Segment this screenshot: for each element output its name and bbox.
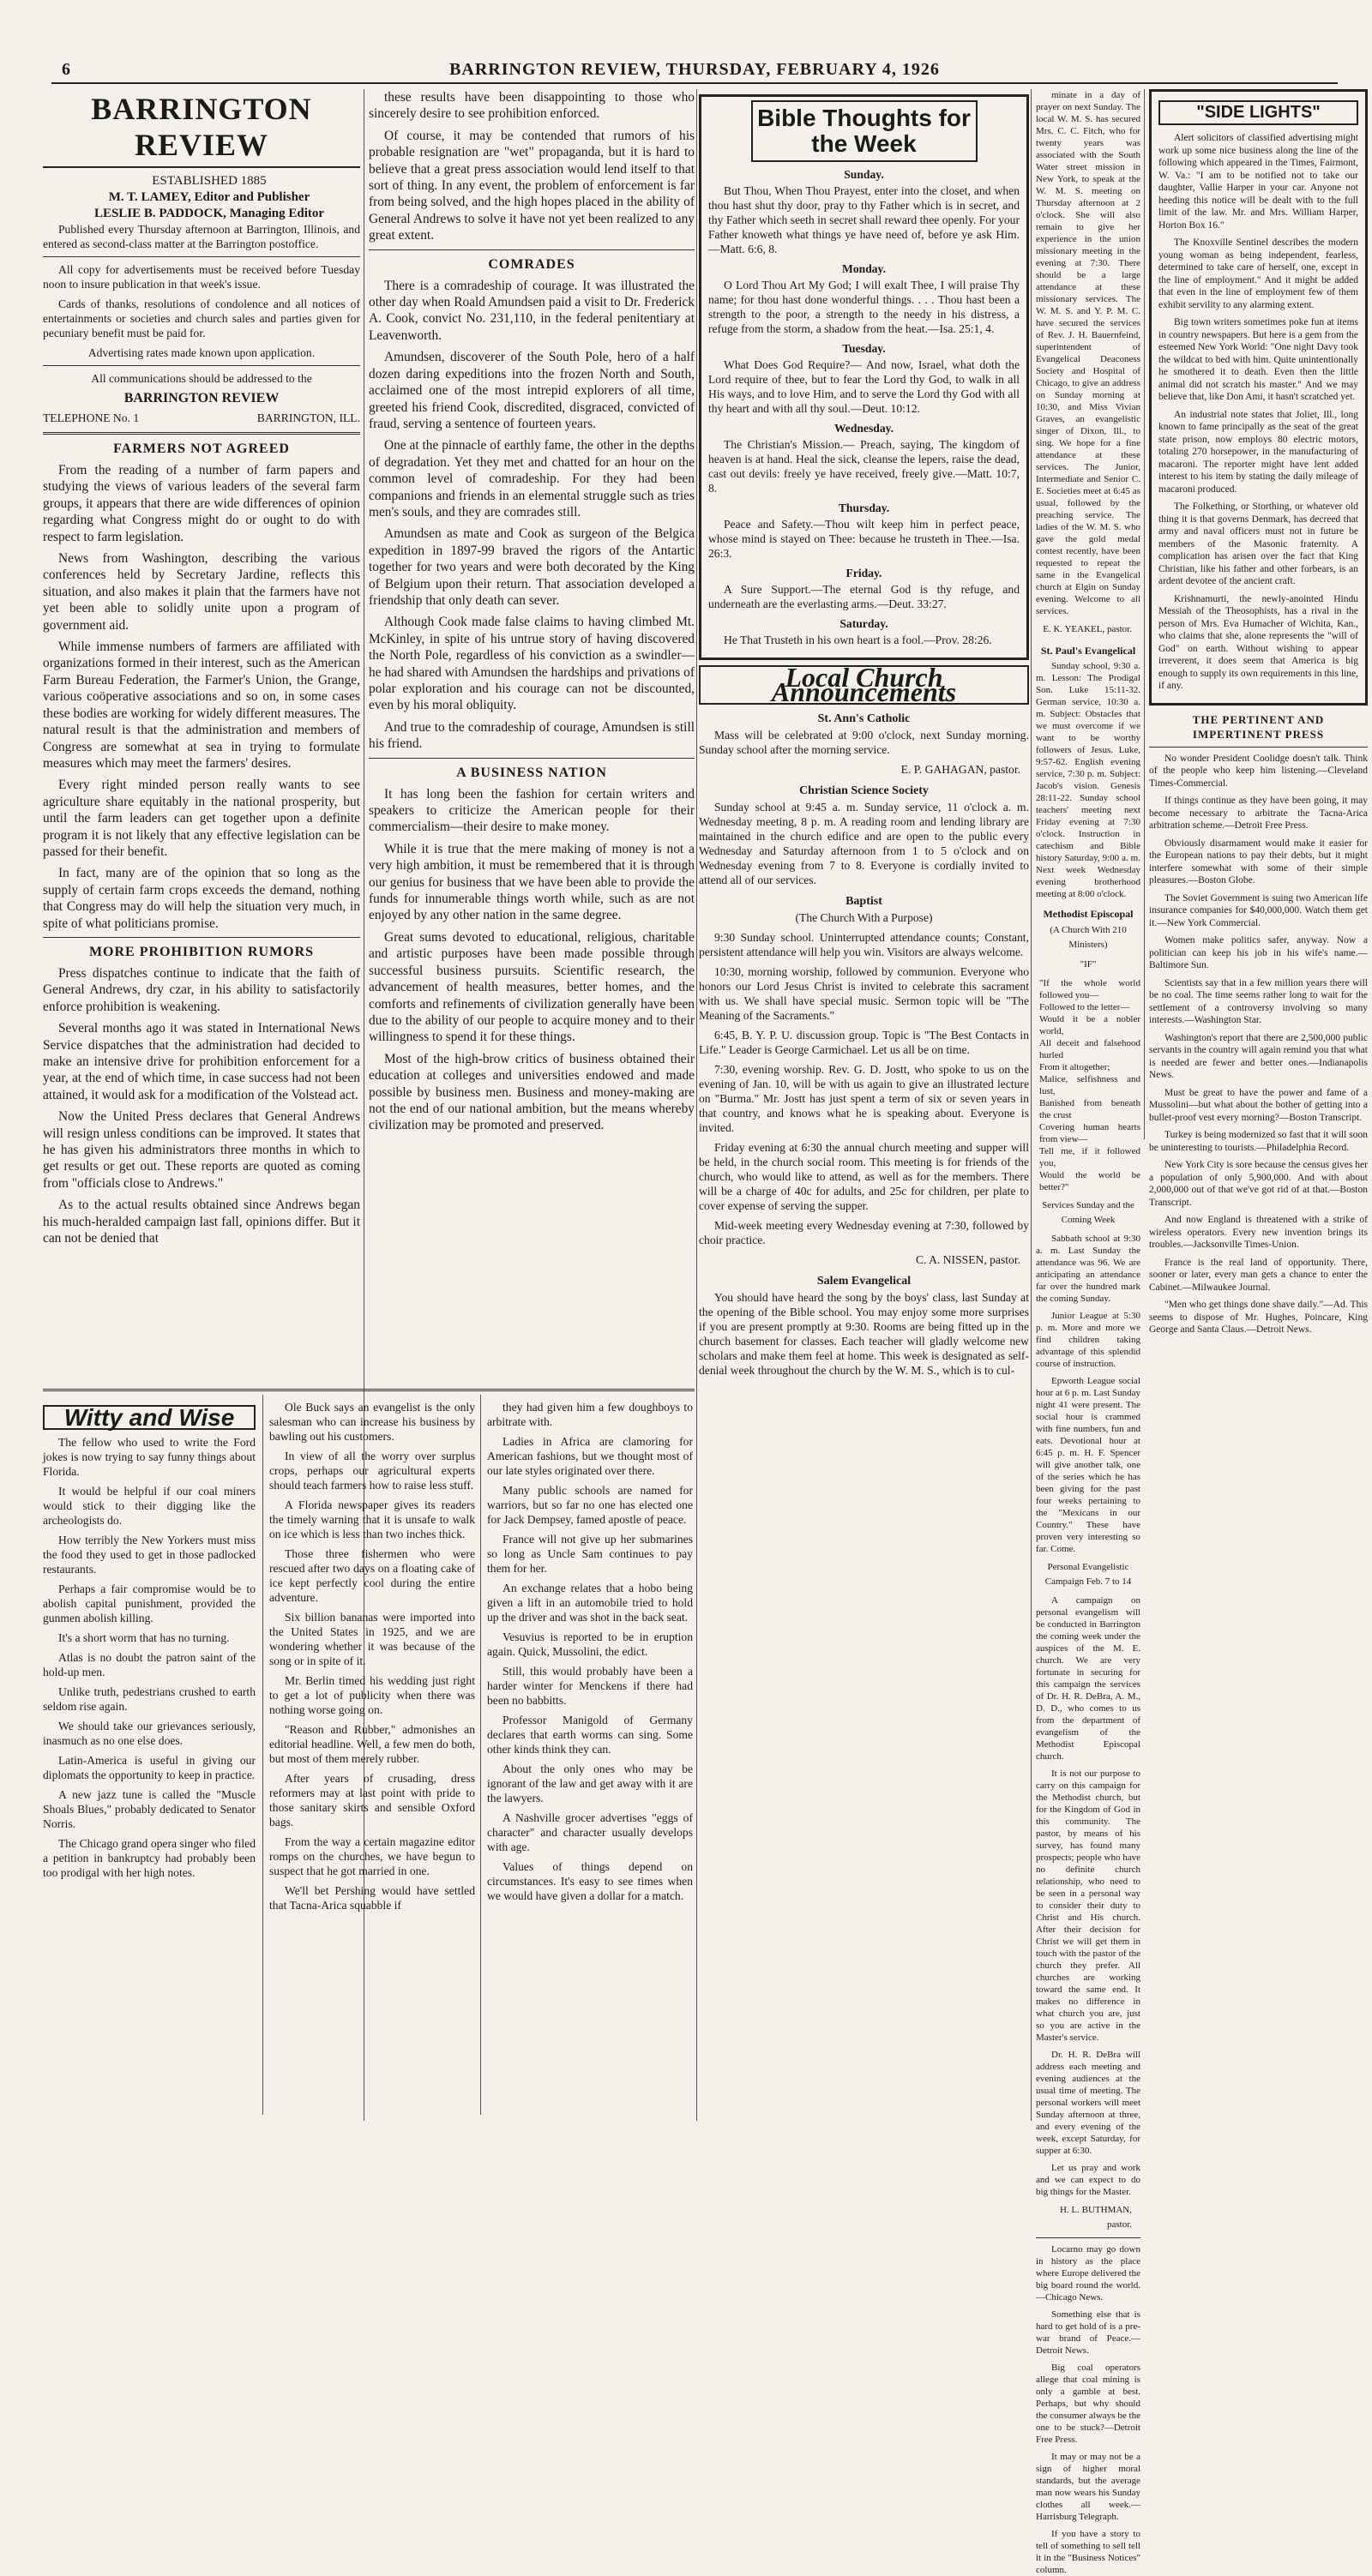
church-announcements-headline: Local Church Announcements <box>699 665 1029 705</box>
witty-item: A new jazz tune is called the "Muscle Shoals Blues," probably dedicated to Senator Norris. <box>43 1788 256 1830</box>
bible-thoughts-headline: Bible Thoughts for the Week <box>751 100 978 162</box>
farmers-para: From the reading of a number of farm papers and studying the views of various leaders of the several farm groups, it appears that there are wide differences of opinion regarding what Congress might do or ought to do with respect to farm legislation. <box>43 463 360 544</box>
witty-item: Ole Buck says an evangelist is the only salesman who can increase his business by bawling out his customers. <box>269 1401 475 1443</box>
misc-item: Big coal operators allege that coal mining is only a gamble at best. Perhaps, but why should the consumer always be the one to be stuck?—Detroit Free Press. <box>1036 2363 1140 2445</box>
witty-item: From the way a certain magazine editor romps on the churches, we have begun to suspect that he got married in one. <box>269 1835 475 1877</box>
witty-item: An exchange relates that a hobo being given a lift in an automobile tried to hold up the driver and was shot in the back seat. <box>487 1582 693 1624</box>
pertinent-item: And now England is threatened with a strike of wireless operators. Every new invention brings its troubles.—Jacksonville Times-Union. <box>1149 1215 1368 1250</box>
column-2 <box>369 89 695 1384</box>
bible-day: Saturday. <box>839 617 888 630</box>
witty-item: Ladies in Africa are clamoring for American fashions, but we thought most of our late styles originated over there. <box>487 1435 693 1477</box>
church-signature: E. P. GAHAGAN, pastor. <box>900 763 1020 776</box>
prohibition-headline: MORE PROHIBITION RUMORS <box>88 944 315 959</box>
prohibition-para: Press dispatches continue to indicate that the faith of General Andrews, dry czar, in his ability to satisfactorily enforce prohibition is weakening. <box>43 965 360 1014</box>
column-rule <box>1031 89 1032 2121</box>
masthead-established: ESTABLISHED 1885 <box>152 174 267 188</box>
comrades-para: Amundsen as mate and Cook as surgeon of the Belgica expedition in 1897-99 braved the rigors of the Antartic together for two years and were both decorated by the King of Belgium upon their return. That association developed a friendship that only death can sever. <box>369 526 695 608</box>
running-head <box>51 60 1338 84</box>
page-number: 6 <box>62 60 70 79</box>
church-text: 7:30, evening worship. Rev. G. D. Jostt, who spoke to us on the evening of Jan. 10, will be with us again to give an illustrated lecture on "Burma." Mr. Jostt has just spent a term of six or seven years in that country, and knows what he is speaking about. Everyone is invited. <box>699 1063 1029 1134</box>
pertinent-headline: THE PERTINENT AND IMPERTINENT PRESS <box>1192 712 1325 741</box>
pertinent-item: "Men who get things done shave daily."—Ad. This seems to dispose of Mr. Hughes, Poincare, King George and Santa Claus.—Detroit News. <box>1149 1300 1368 1335</box>
business-para: While it is true that the mere making of money is not a very high ambition, it must be remembered that it is through our genius for business that we have been able to provide the funds for innumerable things worth while, such as are not enjoyed by any other nation in the same degree. <box>369 841 695 923</box>
church-text: You should have heard the song by the boys' class, last Sunday at the opening of the Bible school. You may enjoy some more surprises if you are present promptly at 9:30. Rooms are being fitted up in the church basement for classes. Each teacher will gladly welcome new scholars and make them feel at home. This week is designated as self-denial week throughout the church by the W. M. S., which is to cul- <box>699 1291 1029 1377</box>
bible-thoughts-box <box>699 94 1029 660</box>
poem-line: Would it be a nobler world, <box>1039 1014 1140 1036</box>
witty-item: Still, this would probably have been a harder winter for Menckens if there had been no babbitts. <box>487 1665 693 1707</box>
poem-line: "If the whole world followed you— <box>1039 978 1140 1000</box>
comrades-para: Although Cook made false claims to having climbed Mt. McKinley, in spite of his untrue story of having discovered the North Pole, regardless of his conviction as a swindler—he had shared with Amundsen the hardships and privations of polar exploration and his courage can not be discounted, even by his moral obliquity. <box>369 615 695 713</box>
church-name: St. Ann's Catholic <box>817 712 911 725</box>
pertinent-item: The Soviet Government is suing two American life insurance companies for $40,000,000. Watch them get it.—New York Commercial. <box>1149 892 1368 928</box>
column-3 <box>699 89 1029 2121</box>
bible-text: He That Trusteth in his own heart is a fool.—Prov. 28:26. <box>724 633 992 646</box>
comrades-para: And true to the comradeship of courage, Amundsen is still his friend. <box>369 719 695 752</box>
misc-item: Something else that is hard to get hold of is a pre-war brand of Peace.—Detroit News. <box>1036 2309 1140 2356</box>
pertinent-item: Must be great to have the power and fame of a Mussolini—but what about the bother of getting into a bullet-proof vest every morning?—Boston Transcript. <box>1149 1087 1368 1123</box>
services-head: Services Sunday and the Coming Week <box>1042 1200 1134 1225</box>
church-subtitle: (The Church With a Purpose) <box>795 911 933 924</box>
masthead-ad-copy-note: All copy for advertisements must be received before Tuesday noon to insure publication in that week's issue. <box>43 263 360 291</box>
misc-item: Locarno may go down in history as the place where Europe delivered the big board round the world.—Chicago News. <box>1036 2244 1140 2303</box>
pertinent-item: Women make politics safer, anyway. Now a politician can keep his job in his wife's name.—Baltimore Sun. <box>1149 935 1368 970</box>
bible-text: O Lord Thou Art My God; I will exalt Thee, I will praise Thy name; for thou hast done wonderful things. . . . Thou hast been a strength to the poor, a strength to the needy in his distress, a refuge from the storm, a shadow from the heat.—Isa. 25:1, 4. <box>708 279 1020 335</box>
side-lights-item: The Knoxville Sentinel describes the modern young woman as being independent, fearless, determined to take care of herself, one, except in the line of employment." And it might be added that even in the line of employment few of them exhibit servility to any alarming extent. <box>1158 237 1358 310</box>
witty-item: Unlike truth, pedestrians crushed to earth seldom rise again. <box>43 1685 256 1713</box>
church-text: Personal Evangelistic Campaign Feb. 7 to 14 <box>1044 1562 1132 1587</box>
witty-item: Perhaps a fair compromise would be to abolish capital punishment, provided the gunmen abolish killing. <box>43 1582 256 1624</box>
bible-day: Thursday. <box>838 501 890 514</box>
church-text: Sabbath school at 9:30 a. m. Last Sunday the attendance was 96. We are anticipating an attendance far over the hundred mark the coming Sunday. <box>1036 1234 1140 1304</box>
bible-day: Monday. <box>842 262 886 275</box>
business-headline: A BUSINESS NATION <box>456 765 607 780</box>
masthead-cards-note: Cards of thanks, resolutions of condolence and all notices of entertainments or societies and church sales and parties given for pecuniary benefit must be paid for. <box>43 297 360 339</box>
witty-item: A Florida newspaper gives its readers the timely warning that it is unsafe to walk on ice which is less than two inches thick. <box>269 1498 475 1540</box>
side-lights-item: Krishnamurti, the newly-anointed Hindu Messiah of the Theosophists, has a rival in the person of Mrs. Eva Humacher of Wichita, Kan., who claims that she, alone represents the "will of God" on earth. Without wishing to appear irreverent, it does seem that America is big enough to supply its own requirements in this line, if any. <box>1158 593 1358 691</box>
witty-item: It would be helpful if our coal miners would stick to their digging like the archeologists do. <box>43 1485 256 1527</box>
bible-text: But Thou, When Thou Prayest, enter into the closet, and when thou hast shut thy door, pray to thy Father which is in secret, and thy Father which seeth in secret shall reward thee openly. For your Father knoweth what things ye have need of, before ye ask Him.—Matt. 6:6, 8. <box>708 184 1020 255</box>
side-lights-item: Alert solicitors of classified advertising might work up some nice business along the line of the following which appeared in the Times, Fairmont, W. Va.: "I am to be notified not to take our daughter, Vallie Harper in your car. Anyone not heeding this notice will be dealt with to the full limit of the law. Mr. and Mrs. William Harper, Horton Box 16." <box>1158 133 1358 231</box>
masthead-managing-editor: LESLIE B. PADDOCK, Managing Editor <box>93 207 325 220</box>
church-text: 10:30, morning worship, followed by communion. Everyone who honors our Lord Jesus Christ is invited to celebrate this sacrament with us. We shall have special music. Sermon topic will be "The Meaning of the Sacraments." <box>699 965 1029 1022</box>
witty-item: About the only ones who may be ignorant of the law and get away with it are the lawyers. <box>487 1762 693 1804</box>
church-signature: H. L. BUTHMAN, pastor. <box>1059 2205 1132 2230</box>
column-rule <box>1144 89 1145 1139</box>
church-text: Epworth League social hour at 6 p. m. Last Sunday night 41 were present. The social hour is crammed with fine numbers, fun and eats. Devotional hour at 6:45 p. m. H. F. Spencer will give another talk, one of the series which he has been giving for the past four weeks pertaining to the "Mexicans in our Country." These have proven very interesting so far. Come. <box>1036 1376 1140 1554</box>
farmers-para: News from Washington, describing the various conferences held by Secretary Jardine, reflects this situation, and also makes it plain that the farmers have not yet been able to solidly unite upon a program of government aid. <box>43 551 360 633</box>
witty-item: Mr. Berlin timed his wedding just right to get a lot of publicity when there was nothing worse going on. <box>269 1674 475 1716</box>
masthead-rates-note: Advertising rates made known upon application. <box>87 346 316 359</box>
side-lights-item: The Folkething, or Storthing, or whatever old thing it is that governs Denmark, has decreed that army and naval officers must not in future be members of the Masonic fraternity. A complication has arisen over the fact that King Christian, like his father and other forbears, is an ardent devotee of the ancient craft. <box>1158 501 1358 586</box>
bible-text: Peace and Safety.—Thou wilt keep him in perfect peace, whose mind is stayed on Thee: because he trusteth in Thee.—Isa. 26:3. <box>708 518 1020 560</box>
witty-item: A Nashville grocer advertises "eggs of character" and character usually develops with age. <box>487 1811 693 1853</box>
witty-item: Vesuvius is reported to be in eruption again. Quick, Mussolini, the edict. <box>487 1630 693 1658</box>
misc-item: If you have a story to tell of something to sell tell it in the "Business Notices" column. <box>1036 2529 1140 2575</box>
column-rule <box>696 89 697 2121</box>
prohibition-para: As to the actual results obtained since Andrews began his much-heralded campaign last fall, opinions differ. But it can not be denied that <box>43 1198 360 1246</box>
poem-line: Banished from beneath the crust <box>1039 1098 1140 1120</box>
bible-day: Tuesday. <box>842 342 886 355</box>
pertinent-item: If things continue as they have been going, it may become necessary to arbitrate the Tacna-Arica arbitration scheme.—Detroit Free Press. <box>1149 796 1368 831</box>
pertinent-item: New York City is sore because the census gives her a population of only 5,900,000. And with about 2,000,000 out of that we've got rid of at that.—Boston Transcript. <box>1149 1160 1368 1208</box>
church-subtitle: (A Church With 210 Ministers) <box>1050 925 1127 950</box>
pertinent-item: Turkey is being modernized so fast that it will soon be uninteresting to tourists.—Philadelphia Record. <box>1149 1130 1368 1153</box>
church-name: Methodist Episcopal <box>1043 908 1134 920</box>
witty-item: they had given him a few doughboys to arbitrate with. <box>487 1401 693 1428</box>
poem-line: Malice, selfishness and lust, <box>1039 1074 1140 1096</box>
church-text: It is not our purpose to carry on this campaign for the Methodist church, but for the Kingdom of God in this community. The pastor, by means of his survey, has found many prospects; people who have no definite church relationship, who need to be seen in a personal way to consider their duty to Christ and His church. After their decision for Christ we will get them in touch with the pastor of the church they prefer. All churches are working toward the same end. It makes no difference in what church you are, just so you are active in the Master's service. <box>1036 1768 1140 2043</box>
church-text: Mass will be celebrated at 9:00 o'clock, next Sunday morning. Sunday school after the morning service. <box>699 729 1029 756</box>
witty-item: We'll bet Pershing would have settled that Tacna-Arica squabble if <box>269 1884 475 1912</box>
poem-line: Followed to the letter— <box>1039 1002 1130 1012</box>
witty-item: We should take our grievances seriously, inasmuch as no one else does. <box>43 1720 256 1747</box>
pertinent-item: France is the real land of opportunity. There, sooner or later, every man gets a chance to enter the Cabinet.—Milwaukee Journal. <box>1149 1257 1368 1293</box>
church-signature: E. K. YEAKEL, pastor. <box>1043 624 1132 634</box>
witty-item: Atlas is no doubt the patron saint of the hold-up men. <box>43 1651 256 1678</box>
witty-item: "Reason and Rubber," admonishes an editorial headline. Well, a few men do both, but most of them merely rubber. <box>269 1723 475 1765</box>
masthead-editor: M. T. LAMEY, Editor and Publisher <box>108 190 310 204</box>
bible-day: Friday. <box>845 567 882 579</box>
church-name: Salem Evangelical <box>816 1275 912 1288</box>
masthead-address-name: BARRINGTON REVIEW <box>123 391 280 405</box>
side-lights-headline: "SIDE LIGHTS" <box>1158 100 1358 125</box>
pertinent-item: Washington's report that there are 2,500,000 public servants in the country will again remind you that what is needed are fewer and better ones.—Indianapolis News. <box>1149 1032 1368 1080</box>
witty-item: How terribly the New Yorkers must miss the food they used to get in those padlocked restaurants. <box>43 1534 256 1576</box>
witty-item: Six billion bananas were imported into the United States in 1925, and we are wondering whether it was because of the song or in spite of it. <box>269 1611 475 1667</box>
comrades-para: Amundsen, discoverer of the South Pole, hero of a half dozen daring expeditions into the frozen North and South, acclaimed one of the most intrepid explorers of all time, greeted his friend Cook, discredited, disgraced, convicted of fraud, serving a sentence of fourteen years. <box>369 350 695 431</box>
poem-line: From it altogether; <box>1039 1062 1110 1072</box>
column-4-body <box>1036 89 1140 2575</box>
pertinent-item: No wonder President Coolidge doesn't talk. Think of the people who keep him listening.—Cleveland Times-Commercial. <box>1149 753 1368 789</box>
bible-text: A Sure Support.—The eternal God is thy refuge, and underneath are the everlasting arms.—Deut. 33:27. <box>708 583 1020 610</box>
masthead-address-note: All communications should be addressed to the <box>91 372 312 385</box>
poem-line: All deceit and falsehood hurled <box>1039 1038 1140 1060</box>
church-name: St. Paul's Evangelical <box>1040 645 1136 657</box>
comrades-headline: COMRADES <box>488 256 575 272</box>
poem-title: "IF" <box>1080 959 1097 970</box>
church-text: A campaign on personal evangelism will be conducted in Barrington the coming week under the auspices of the M. E. church. We are very fortunate in securing for this campaign the services of Dr. H. R. DeBra, A. M., D. D., who comes to us from the department of evangelism of the Methodist Episcopal church. <box>1036 1595 1140 1762</box>
business-para: Great sums devoted to educational, religious, charitable and artistic purposes have been made possible through successful business pursuits. Scientific research, the advancement of health measures, better homes, and the comforts and refinements of civilization generally have been due to the ability of our people to acquire money and to their willingness to spend it for these things. <box>369 929 695 1045</box>
comrades-para: One at the pinnacle of earthly fame, the other in the depths of degradation. Yet they met and chatted for an hour on the common level of comradeship. For they had been companions and friends in an elemental struggle such as tries men's souls, and they are comrades still. <box>369 438 695 519</box>
church-text: Dr. H. R. DeBra will address each meeting and evening audiences at the usual time of meeting. The personal workers will meet Sunday afternoon at three, and every evening of the week, except Saturday, for supper at 6:30. <box>1036 2050 1140 2156</box>
prohibition-para: Several months ago it was stated in International News Service dispatches that the administration had decided to make an intensive drive for prohibition enforcement for a year, at the end of which time, in case success had not been attained, it would ask for a modification of the Volstead act. <box>43 1021 360 1102</box>
witty-item: The fellow who used to write the Ford jokes is now trying to say funny things about Florida. <box>43 1436 256 1478</box>
bible-text: What Does God Require?— And now, Israel, what doth the Lord require of thee, but to fear the Lord thy God, to walk in all His ways, and to love Him, and to serve the Lord thy God with all thy heart and with all thy soul.—Deut. 10:12. <box>708 358 1020 415</box>
poem-line: Would the world be better?" <box>1039 1170 1140 1192</box>
bible-day: Wednesday. <box>833 422 894 435</box>
prohibition-para: Now the United Press declares that General Andrews will resign unless conditions can be improved. It states that he has given his administrators three months in which to get results or get out. These reports are quoted as coming from "officials close to Andrews." <box>43 1109 360 1191</box>
witty-item: After years of crusading, dress reformers may at last point with pride to those sanitary skirts and sensible Oxford bags. <box>269 1772 475 1828</box>
farmers-para: While immense numbers of farmers are affiliated with organizations formed in their interest, such as the American Farm Bureau Federation, the Farmer's Union, the Grange, various coöperative associations and so on, in some cases these bodies are working for widely different measures. The natural result is that the administration and members of Congress are somewhat at sea in trying to formulate measures which may meet the farmers' desires. <box>43 639 360 771</box>
pertinent-item: Obviously disarmament would make it easier for the European nations to pay their debts, but it might interfere somewhat with some of their simple pleasures.—Boston Globe. <box>1149 838 1368 886</box>
farmers-headline: FARMERS NOT AGREED <box>113 441 290 456</box>
farmers-para: In fact, many are of the opinion that so long as the supply of certain farm crops exceeds the demand, nothing that Congress may do will help the situation very much, in spite of what politicians promise. <box>43 866 360 931</box>
side-lights-item: Big town writers sometimes poke fun at items in country newspapers. But here is a gem from the esteemed New York World: "One night Davy took the wildcat to bed with him. Quite unintentionally he smothered it to death. Even then the little animal did not scratch his master." And we may believe that, like Don Ami, it hasn't scratched yet. <box>1158 317 1358 402</box>
comrades-para: There is a comradeship of courage. It was illustrated the other day when Roald Amundsen paid a visit to Dr. Frederick A. Cook, convict No. 231,110, in the federal penitentiary at Leavenworth. <box>369 278 695 343</box>
church-name: Christian Science Society <box>799 784 929 797</box>
witty-item: The Chicago grand opera singer who filed a petition in bankruptcy had probably been too prodigal with her high notes. <box>43 1837 256 1879</box>
witty-item: In view of all the worry over surplus crops, perhaps our agricultural experts should teach farmers how to raise less stuff. <box>269 1450 475 1492</box>
witty-item: Latin-America is useful in giving our diplomats the opportunity to keep in practice. <box>43 1754 256 1781</box>
church-text: 9:30 Sunday school. Uninterrupted attendance counts; Constant, persistent attendance will help you win. Visitors are always welcome. <box>699 931 1029 958</box>
church-signature: C. A. NISSEN, pastor. <box>916 1253 1020 1266</box>
side-lights-item: An industrial note states that Joliet, Ill., long known to fame principally as the seat of the great state prison, now employs 80 electric motors, totaling 270 horsepower, in the manufacturing of macaroni. The reporter might have lent added interest to his item by stating the daily mileage of macaroni produced. <box>1158 409 1358 495</box>
church-text: Sunday school, 9:30 a. m. Lesson: The Prodigal Son. Luke 15:11-32. German service, 10:30 a. m. Subject: Obstacles that we must overcome if we want to be worthy followers of Jesus. Luke, 9:57-62. English evening service, 7:30 p. m. Subject: Jacob's vision. Genesis 28:11-22. Sunday school teachers' meeting next Friday evening at 7:30 o'clock. Instruction in catechism and Bible history Saturday, 9:00 a. m. Next week Wednesday evening brotherhood meeting at 8:00 o'clock. <box>1036 661 1140 899</box>
editorial-continued-para: these results have been disappointing to those who sincerely desire to see prohibition enforced. <box>369 90 695 122</box>
church-text: 6:45, B. Y. P. U. discussion group. Topic is "The Best Contacts in Life." Leader is George Carmichael. Let us all be on time. <box>699 1029 1029 1056</box>
witty-item: Professor Manigold of Germany declares that earth worms can sing. Some other kinds think they can. <box>487 1714 693 1756</box>
church-text: Let us pray and work and we can expect to do big things for the Master. <box>1036 2163 1140 2197</box>
business-para: It has long been the fashion for certain writers and speakers to criticize the American people for their commercialism—their desire to make money. <box>369 786 695 835</box>
bible-day: Sunday. <box>844 168 884 181</box>
masthead-town: BARRINGTON, ILL. <box>256 411 360 424</box>
misc-item: It may or may not be a sign of higher moral standards, but the average man now wears his Sunday clothes all week.—Harrisburg Telegraph. <box>1036 2452 1140 2522</box>
church-text: Friday evening at 6:30 the annual church meeting and supper will be held, in the church social room. This meeting is for friends of the church, who would like to attend, as well as for the members. There will be a charge of 40c for adults, and 25c for children, per plate to cover expense of serving the supper. <box>699 1141 1029 1212</box>
witty-item: France will not give up her submarines so long as Uncle Sam continues to pay them for her. <box>487 1533 693 1575</box>
running-head-title: BARRINGTON REVIEW, THURSDAY, FEBRUARY 4, 1926 <box>449 60 940 79</box>
poem-line: Covering human hearts from view— <box>1039 1122 1140 1144</box>
editorial-continued-para: Of course, it may be contended that rumors of his probable resignation are "wet" propaganda, but it is hard to believe that a great press association would lend itself to that sort of thing. In any event, the problem of enforcement is far from being solved, and the high hopes placed in the ability of General Andrews to solve it have not yet been realized to any great extent. <box>369 128 695 243</box>
salem-continued: minate in a day of prayer on next Sunday. The local W. M. S. has secured Mrs. C. C. Fitch, who for twenty years was associated with the South Water street mission in New York, to speak at the W. M. S. meeting on Thursday afternoon at 2 o'clock. She will also remain to give her experience in the union missionary meeting in the evening at 7:30. There should be a large attendance at these missionary services. The W. M. S. and Y. P. M. C. have secured the services of Rev. J. H. Bauernfeind, superintendent of Evangelical Deaconess Society and Hospital of Chicago, to give an address on Sunday morning at 10:30, and Miss Vivian Graves, an evangelistic singer of Dixon, Ill., to sing. We hope for a fine attendance at these services. The Junior, Intermediate and Senior C. E. Societies meet at 6:45 as usual, followed by the preaching service. The ladies of the W. M. S. who gave the gold medal contest recently, have been requested to repeat the same in the Evangelical church at Elgin on Sunday evening. Welcome to all services. <box>1036 90 1140 616</box>
church-text: Sunday school at 9:45 a. m. Sunday service, 11 o'clock a. m. Wednesday meeting, 8 p. m. A reading room and lending library are maintained in the church edifice and are open to the public every Wednesday and Saturday afternoon from 1 to 5 o'clock and on Wednesday evening from 7 to 8. Everyone is cordially invited to attend all of our services. <box>699 801 1029 886</box>
masthead-telephone: TELEPHONE No. 1 <box>43 411 140 424</box>
masthead-publish-note: Published every Thursday afternoon at Barrington, Illinois, and entered as second-class matter at the Barrington postoffice. <box>43 223 360 250</box>
witty-item: Many public schools are named for warriors, but so far no one has elected one for Jack Dempsey, famed apostle of peace. <box>487 1484 693 1526</box>
witty-item: Those three fishermen who were rescued after two days on a floating cake of ice kept perfectly cool during the entire adventure. <box>269 1547 475 1604</box>
business-para: Most of the high-brow critics of business obtained their education at colleges and universities endowed and made possible by business men. Business and money-making are not the end of our national ambition, but the means whereby civilization may be promoted and preserved. <box>369 1051 695 1133</box>
witty-item: Values of things depend on circumstances. It's easy to see times when we would have given a dollar for a match. <box>487 1860 693 1902</box>
farmers-para: Every right minded person really wants to see agriculture share equitably in the national prosperity, but until the farm leaders can get together upon a definite program it is not likely that any effective legislation can be passed for their benefit. <box>43 778 360 859</box>
side-lights-box <box>1149 89 1368 706</box>
witty-headline: Witty and Wise <box>43 1405 256 1430</box>
church-name: Baptist <box>845 895 882 908</box>
column-5 <box>1149 89 1368 2121</box>
poem-line: Tell me, if it followed you, <box>1039 1146 1140 1168</box>
witty-section <box>43 1389 695 2120</box>
pertinent-item: Scientists say that in a few million years there will be no coal. The time seems rather long to wait for the settlement of a controversy involving so many interests.—Washington Star. <box>1149 977 1368 1025</box>
church-text: Junior League at 5:30 p. m. More and more we find children taking advantage of this splendid course of instruction. <box>1036 1311 1140 1369</box>
witty-item: It's a short worm that has no turning. <box>58 1631 230 1644</box>
column-1 <box>43 89 360 1384</box>
masthead-title: BARRINGTON REVIEW <box>43 91 360 168</box>
bible-text: The Christian's Mission.— Preach, saying, The kingdom of heaven is at hand. Heal the sick, cleanse the lepers, raise the dead, cast out devils: freely ye have received, freely give.—Matt. 10:7, 8. <box>708 438 1020 495</box>
church-text: Mid-week meeting every Wednesday evening at 7:30, followed by choir practice. <box>699 1219 1029 1246</box>
